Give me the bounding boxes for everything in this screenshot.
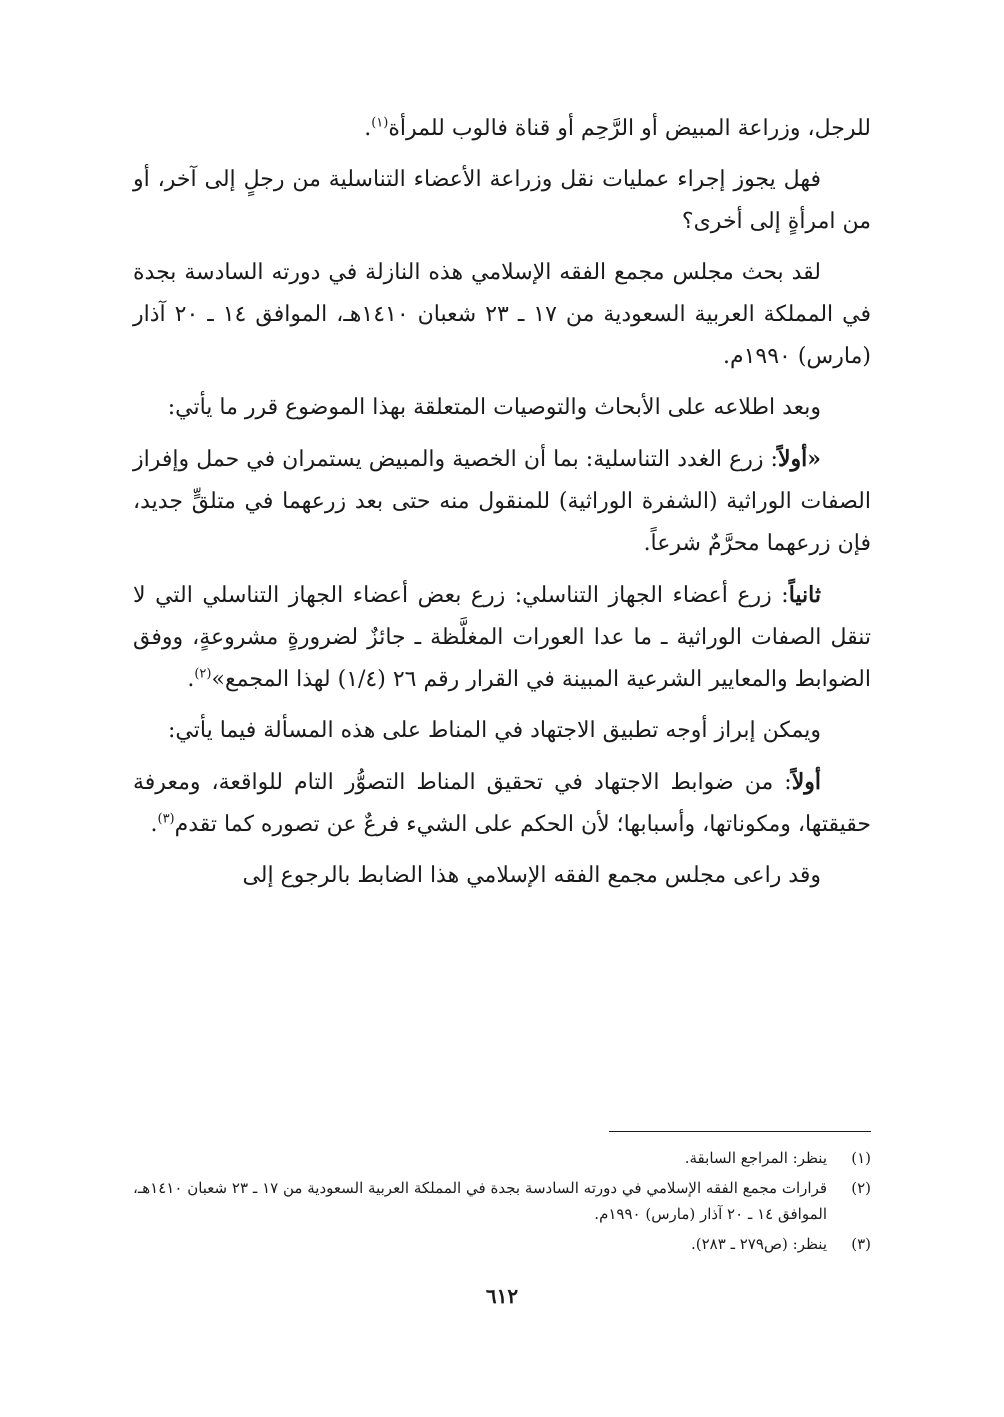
paragraph-tail: . (150, 812, 158, 837)
paragraph-lead: «أولاً (777, 446, 821, 472)
footnote-separator (609, 1131, 871, 1132)
paragraph-text: ويمكن إبراز أوجه تطبيق الاجتهاد في المناط على هذه المسألة فيما يأتي: (168, 718, 821, 743)
footnote-number: (١) (851, 1149, 871, 1167)
paragraph-2 (133, 159, 871, 243)
paragraph-lead: ثانياً (788, 582, 821, 608)
paragraph-text: لقد بحث مجلس مجمع الفقه الإسلامي هذه النازلة في دورته السادسة بجدة في المملكة العربية السعودية من ١٧ ـ ٢٣ شعبان ١٤١٠هـ، الموافق ١٤ ـ ٢٠ آذار (مارس) ١٩٩٠م. (133, 260, 872, 369)
paragraph-text: وقد راعى مجلس مجمع الفقه الإسلامي هذا الضابط بالرجوع إلى (242, 863, 821, 888)
footnotes (133, 1145, 871, 1261)
paragraph-tail: . (364, 116, 372, 141)
paragraph-tail: . (187, 667, 195, 692)
paragraph-lead: أولاً (791, 769, 821, 795)
paragraph-text: وبعد اطلاعه على الأبحاث والتوصيات المتعلقة بهذا الموضوع قرر ما يأتي: (167, 395, 821, 420)
paragraph-1 (133, 108, 871, 150)
footnote-1 (133, 1145, 871, 1171)
paragraph-text: فهل يجوز إجراء عمليات نقل وزراعة الأعضاء التناسلية من رجلٍ إلى آخر، أو من امرأةٍ إلى أخرى؟ (133, 167, 871, 234)
paragraph-9 (133, 855, 871, 897)
footnote-number: (٢) (851, 1179, 871, 1197)
footnote-2 (133, 1175, 871, 1227)
footnote-text: قرارات مجمع الفقه الإسلامي في دورته السادسة بجدة في المملكة العربية السعودية من ١٧ ـ ٢٣ شعبان ١٤١٠هـ، الموافق ١٤ ـ ٢٠ آذار (مارس) ١٩٩٠م. (133, 1179, 828, 1223)
paragraph-4 (133, 387, 871, 429)
paragraph-text: : من ضوابط الاجتهاد في تحقيق المناط التصوُّر التام للواقعة، ومعرفة حقيقتها، ومكوناتها، وأسبابها؛ لأن الحكم على الشيء فرعٌ عن تصوره كما تقدم (133, 770, 871, 837)
paragraph-8 (133, 761, 871, 846)
footnote-3 (133, 1231, 871, 1257)
paragraph-3 (133, 252, 871, 378)
main-text (133, 108, 871, 906)
paragraph-text: : زرع أعضاء الجهاز التناسلي: زرع بعض أعضاء الجهاز التناسلي التي لا تنقل الصفات الوراثية ـ ما عدا العورات المغلَّظة ـ جائزٌ لضرورةٍ مشروعةٍ، ووفق الضوابط والمعايير الشرعية المبينة في القرار رقم ٢٦ (١/٤) لهذا المجمع» (133, 583, 871, 692)
paragraph-text: للرجل، وزراعة المبيض أو الرَّحِم أو قناة فالوب للمرأة (388, 116, 871, 141)
footnote-reference[interactable]: (١) (371, 115, 389, 131)
footnote-text: ينظر: المراجع السابقة. (684, 1149, 827, 1167)
footnote-reference[interactable]: (٣) (157, 811, 175, 827)
page-number: ٦١٢ (485, 1284, 519, 1308)
paragraph-5 (133, 438, 871, 565)
footnote-number: (٣) (851, 1235, 871, 1253)
footnote-text: ينظر: (ص٢٧٩ ـ ٢٨٣). (691, 1235, 827, 1253)
paragraph-6 (133, 574, 871, 701)
footnote-reference[interactable]: (٢) (194, 666, 212, 682)
paragraph-7 (133, 710, 871, 752)
paragraph-text: : زرع الغدد التناسلية: بما أن الخصية والمبيض يستمران في حمل وإفراز الصفات الوراثية (الشفرة الوراثية) للمنقول منه حتى بعد زرعهما في متلقٍّ جديد، فإن زرعهما محرَّمٌ شرعاً. (133, 447, 871, 556)
